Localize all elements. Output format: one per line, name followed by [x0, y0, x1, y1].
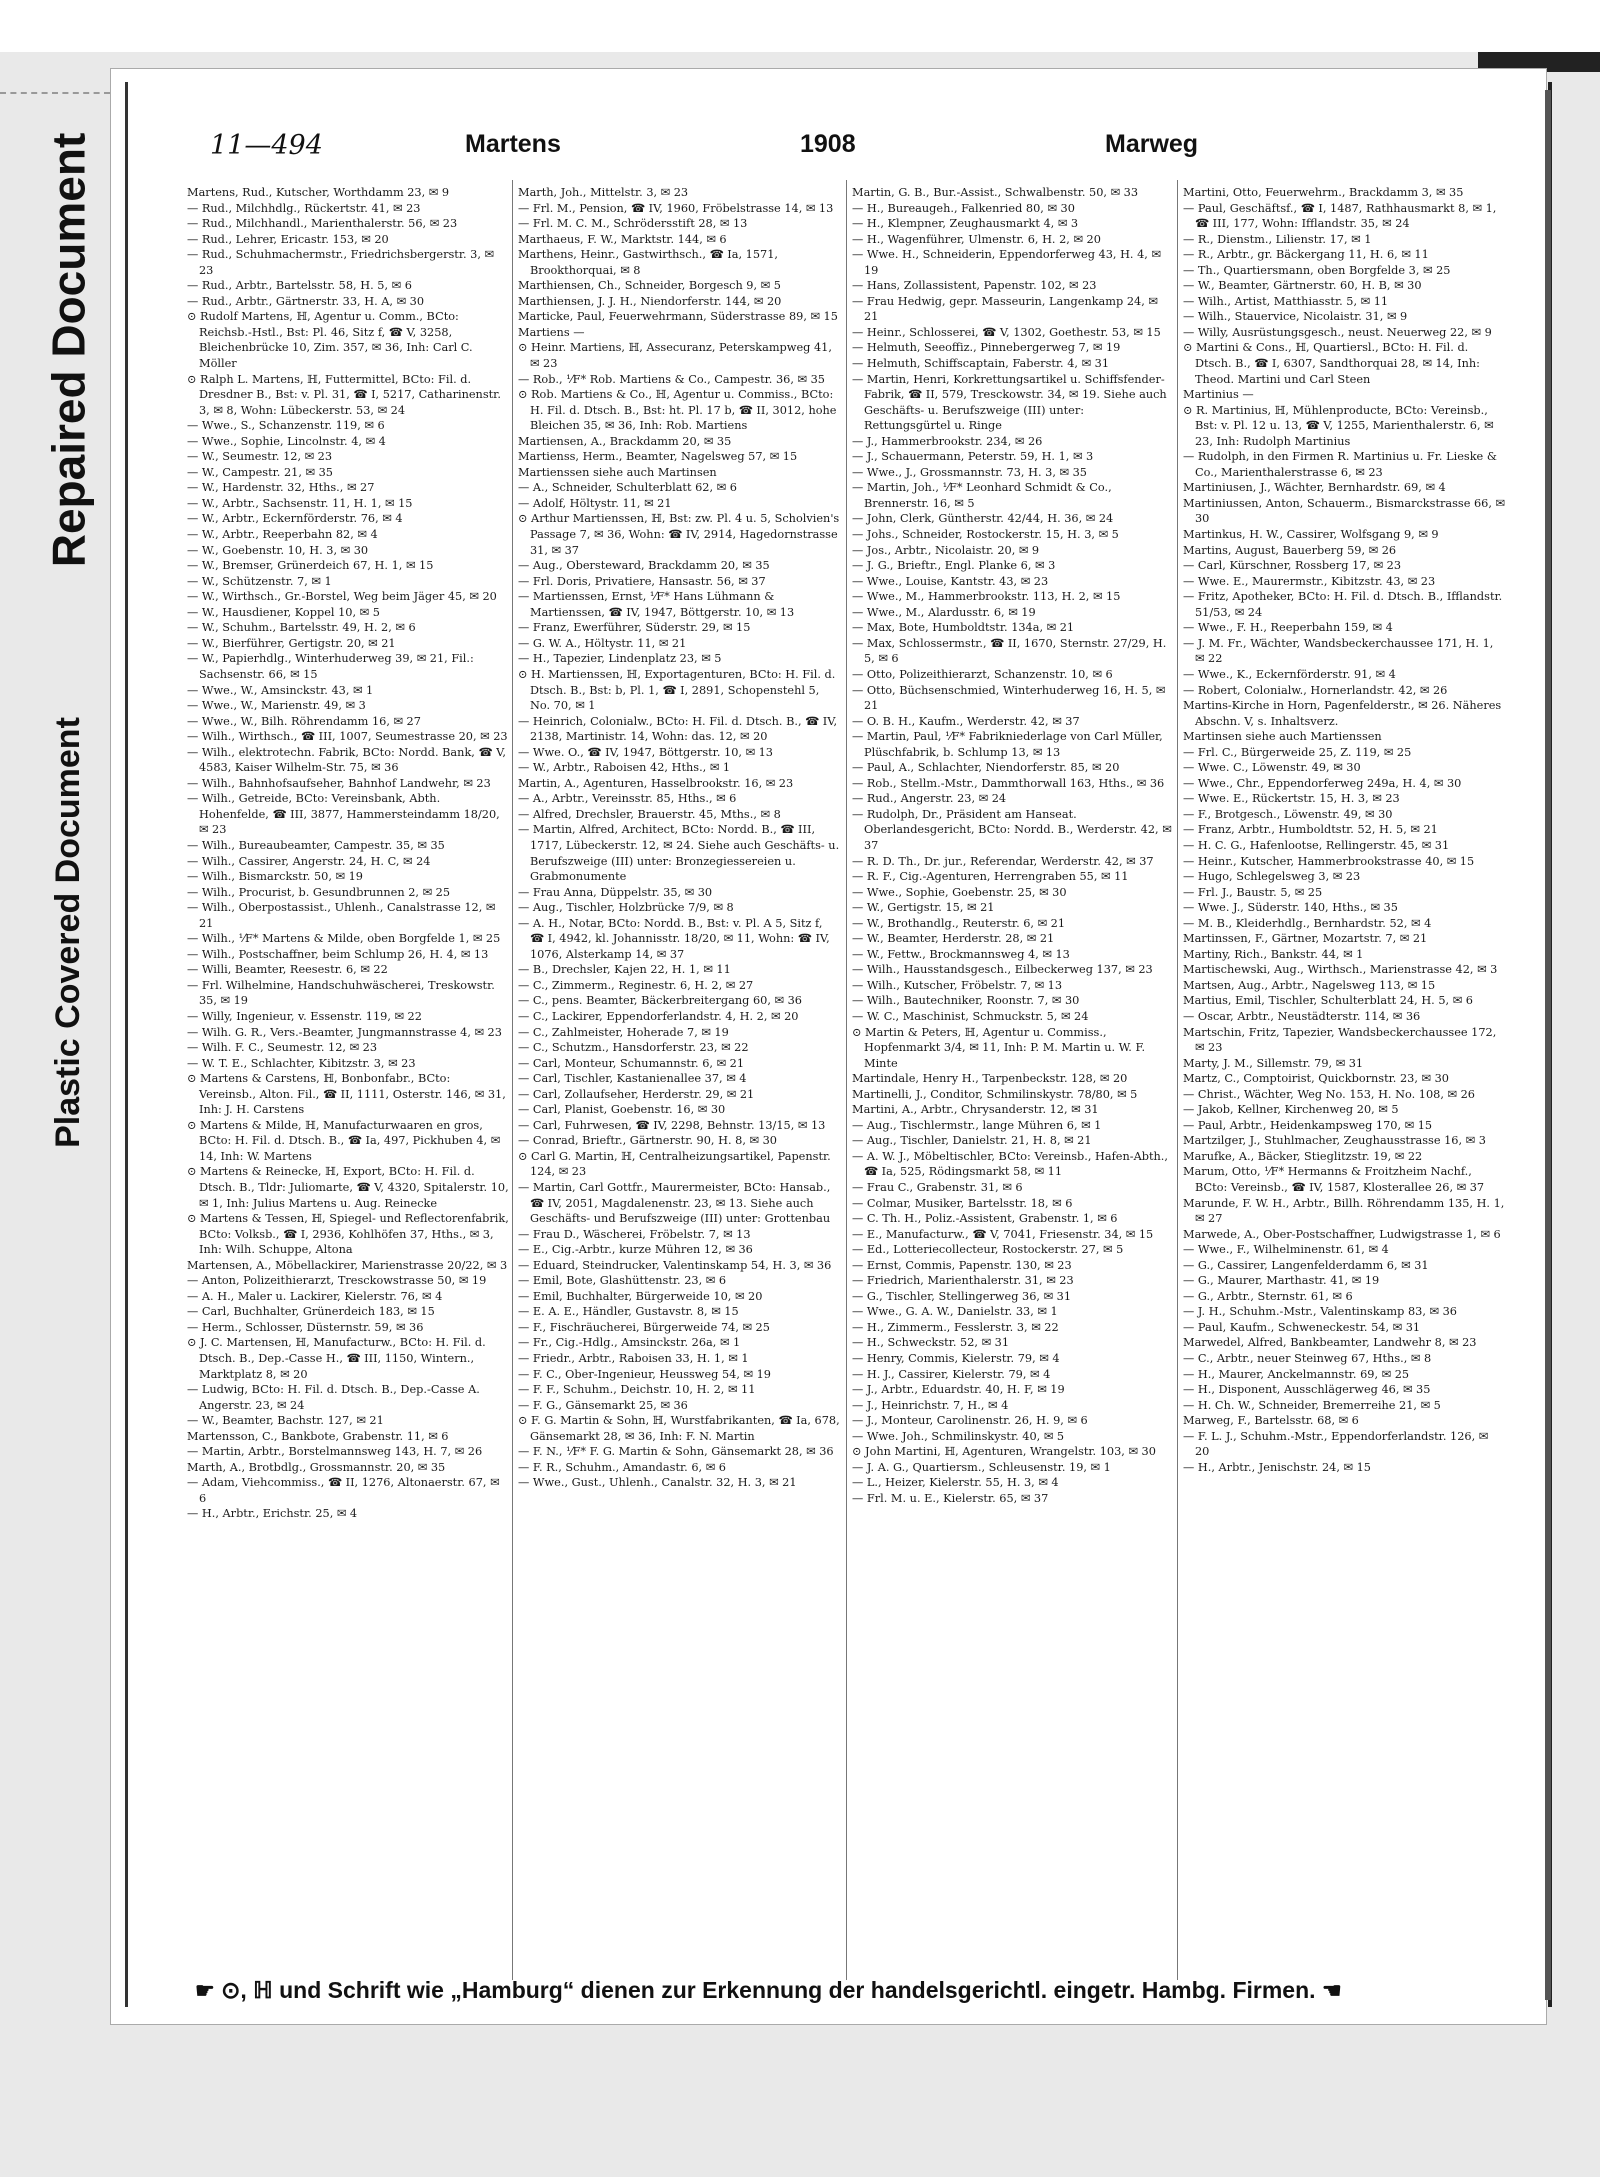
directory-entry: — W., Arbtr., Reeperbahn 82, ✉ 4: [187, 528, 378, 542]
directory-entry: — Eduard, Steindrucker, Valentinskamp 54, H. 3, ✉ 36: [518, 1258, 832, 1272]
directory-entry: — W., Brothandlg., Reuterstr. 6, ✉ 21: [852, 916, 1066, 930]
directory-entry: — W., Bremser, Grünerdeich 67, H. 1, ✉ 15: [187, 559, 434, 573]
directory-entry: — H., Arbtr., Jenischstr. 24, ✉ 15: [1183, 1460, 1371, 1474]
top-margin: [0, 0, 1600, 52]
directory-entry: — H., Disponent, Ausschlägerweg 46, ✉ 35: [1183, 1383, 1431, 1397]
directory-entry: — W., Beamter, Gärtnerstr. 60, H. B, ✉ 30: [1183, 279, 1422, 293]
directory-entry: Martinssen, F., Gärtner, Mozartstr. 7, ✉ 21: [1183, 932, 1428, 946]
column-divider: [1177, 180, 1178, 1980]
directory-entry: — W., Bierführer, Gertigstr. 20, ✉ 21: [187, 636, 396, 650]
directory-entry: — Martin, Henri, Korkrettungsartikel u. Schiffsfender-Fabrik, ☎ II, 579, Tresckowstr. 34, ✉ 19. Siehe auch Geschäfts- u. Berufszweige (III) unter: Rettungsgürtel u. Ringe: [852, 372, 1167, 433]
directory-entry: — Franz, Arbtr., Humboldtstr. 52, H. 5, ✉ 21: [1183, 823, 1438, 837]
directory-entry: — R., Arbtr., gr. Bäckergang 11, H. 6, ✉ 11: [1183, 248, 1429, 262]
directory-entry: — Rud., Lehrer, Ericastr. 153, ✉ 20: [187, 232, 389, 246]
directory-entry: Marthiensen, Ch., Schneider, Borgesch 9, ✉ 5: [518, 279, 781, 293]
directory-entry: ⊙ F. G. Martin & Sohn, ℍ, Wurstfabrikanten, ☎ Ia, 678, Gänsemarkt 28, ✉ 36, Inh: F. N. Martin: [518, 1414, 840, 1443]
directory-entry: — L., Heizer, Kielerstr. 55, H. 3, ✉ 4: [852, 1476, 1059, 1490]
side-label-repaired: Repaired Document: [42, 132, 94, 568]
directory-entry: — Rob., Stellm.-Mstr., Dammthorwall 163, Hths., ✉ 36: [852, 776, 1165, 790]
directory-entry: Martsen, Aug., Arbtr., Nagelsweg 113, ✉ 15: [1183, 978, 1436, 992]
directory-entry: — W., Schuhm., Bartelsstr. 49, H. 2, ✉ 6: [187, 621, 416, 635]
directory-entry: — Frl. M., Pension, ☎ IV, 1960, Fröbelstrasse 14, ✉ 13: [518, 201, 834, 215]
directory-entry: — W., Beamter, Bachstr. 127, ✉ 21: [187, 1414, 384, 1428]
directory-entry: — E. A. E., Händler, Gustavstr. 8, ✉ 15: [518, 1305, 739, 1319]
directory-entry: — Frl. M. u. E., Kielerstr. 65, ✉ 37: [852, 1491, 1049, 1505]
directory-entry: ⊙ Martens & Milde, ℍ, Manufacturwaaren en gros, BCto: H. Fil. d. Dtsch. B., ☎ Ia, 497, Pickhuben 4, ✉ 14, Inh: W. Martens: [187, 1118, 501, 1163]
header-right-name: Marweg: [1105, 130, 1199, 158]
directory-entry: Martiensen, A., Brackdamm 20, ✉ 35: [518, 434, 732, 448]
directory-entry: — C., Lackirer, Eppendorferlandstr. 4, H. 2, ✉ 20: [518, 1009, 799, 1023]
directory-entry: — Oscar, Arbtr., Neustädterstr. 114, ✉ 36: [1183, 1009, 1421, 1023]
directory-entry: — Wwe. Joh., Schmilinskystr. 40, ✉ 5: [852, 1429, 1065, 1443]
header-left-name: Martens: [465, 130, 561, 158]
directory-entry: — Wwe., Sophie, Goebenstr. 25, ✉ 30: [852, 885, 1067, 899]
directory-entry: — Aug., Obersteward, Brackdamm 20, ✉ 35: [518, 559, 770, 573]
directory-entry: — Carl, Buchhalter, Grünerdeich 183, ✉ 15: [187, 1305, 435, 1319]
directory-entry: — W., Hardenstr. 32, Hths., ✉ 27: [187, 481, 375, 495]
directory-entry: — H. J., Cassirer, Kielerstr. 79, ✉ 4: [852, 1367, 1051, 1381]
directory-entry: — Frau Anna, Düppelstr. 35, ✉ 30: [518, 885, 713, 899]
directory-entry: ⊙ Martens & Tessen, ℍ, Spiegel- und Reflectorenfabrik, BCto: Volksb., ☎ I, 2936, Kohlhöfen 37, Hths., ✉ 3, Inh: Wilh. Schuppe, Altona: [187, 1212, 509, 1257]
directory-entry: Martschin, Fritz, Tapezier, Wandsbeckerchaussee 172, ✉ 23: [1183, 1025, 1497, 1055]
directory-entry: — Paul, Geschäftsf., ☎ I, 1487, Rathhausmarkt 8, ✉ 1, ☎ III, 177, Wohn: Ifflandstr. 35, ✉ 24: [1183, 201, 1497, 231]
directory-entry: — W., Wirthsch., Gr.-Borstel, Weg beim Jäger 45, ✉ 20: [187, 590, 497, 604]
directory-entry: — B., Drechsler, Kajen 22, H. 1, ✉ 11: [518, 963, 731, 977]
directory-entry: — C., Schutzm., Hansdorferstr. 23, ✉ 22: [518, 1041, 749, 1055]
directory-entry: — Wilh., Cassirer, Angerstr. 24, H. C, ✉ 24: [187, 854, 431, 868]
page-number: 11—494: [210, 130, 323, 161]
directory-entry: — Fritz, Apotheker, BCto: H. Fil. d. Dtsch. B., Ifflandstr. 51/53, ✉ 24: [1183, 590, 1503, 619]
directory-entry: — Wwe. H., Schneiderin, Eppendorferweg 43, H. 4, ✉ 19: [852, 248, 1161, 277]
directory-entry: — H., Maurer, Anckelmannstr. 69, ✉ 25: [1183, 1367, 1410, 1381]
directory-entry: — G., Tischler, Stellingerweg 36, ✉ 31: [852, 1289, 1072, 1303]
directory-entry: ⊙ Martin & Peters, ℍ, Agentur u. Commiss., Hopfenmarkt 3/4, ✉ 11, Inh: P. M. Martin u. W. F. Minte: [852, 1025, 1146, 1070]
directory-entry: — Friedrich, Marienthalerstr. 31, ✉ 23: [852, 1274, 1074, 1288]
directory-entry: — Wilh., Oberpostassist., Uhlenh., Canalstrasse 12, ✉ 21: [187, 901, 496, 930]
directory-entry: — Martin, Alfred, Architect, BCto: Nordd. B., ☎ III, 1717, Lübeckerstr. 12, ✉ 24. Siehe auch Geschäfts- u. Berufszweige (III) unter: Bronzegiessereien u. Grabmonumente: [518, 823, 840, 884]
directory-entry: — Otto, Polizeithierarzt, Schanzenstr. 10, ✉ 6: [852, 667, 1113, 681]
directory-entry: — Aug., Tischler, Holzbrücke 7/9, ✉ 8: [518, 901, 734, 915]
directory-entry: Martins, August, Bauerberg 59, ✉ 26: [1183, 543, 1397, 557]
directory-entry: — Aug., Tischler, Danielstr. 21, H. 8, ✉ 21: [852, 1134, 1092, 1148]
directory-entry: — Martin, Paul, ⅟F* Fabrikniederlage von Carl Müller, Plüschfabrik, b. Schlump 13, ✉ 13: [852, 730, 1163, 759]
directory-entry: — H., Arbtr., Erichstr. 25, ✉ 4: [187, 1507, 358, 1521]
directory-entry: Marty, J. M., Sillemstr. 79, ✉ 31: [1183, 1056, 1364, 1070]
directory-entry: — W., Seumestr. 12, ✉ 23: [187, 450, 333, 464]
directory-entry: Martzilger, J., Stuhlmacher, Zeughausstrasse 16, ✉ 3: [1183, 1134, 1486, 1148]
directory-column-2: [518, 185, 840, 1975]
directory-entry: — Ernst, Commis, Papenstr. 130, ✉ 23: [852, 1258, 1072, 1272]
column-divider: [846, 180, 847, 1980]
directory-entry: — Wilh., elektrotechn. Fabrik, BCto: Nordd. Bank, ☎ V, 4583, Kaiser Wilhelm-Str. 75, ✉ 36: [187, 745, 506, 775]
directory-entry: Martienss, Herm., Beamter, Nagelsweg 57, ✉ 15: [518, 450, 798, 464]
directory-entry: — Wwe., W., Bilh. Röhrendamm 16, ✉ 27: [187, 714, 421, 728]
directory-entry: — Friedr., Arbtr., Raboisen 33, H. 1, ✉ 1: [518, 1352, 749, 1366]
directory-entry: — Wwe. E., Rückertstr. 15, H. 3, ✉ 23: [1183, 792, 1400, 806]
directory-entry: — Willi, Beamter, Reesestr. 6, ✉ 22: [187, 963, 388, 977]
directory-entry: — M. B., Kleiderhdlg., Bernhardstr. 52, ✉ 4: [1183, 916, 1432, 930]
directory-entry: Marthens, Heinr., Gastwirthsch., ☎ Ia, 1571, Brookthorquai, ✉ 8: [518, 248, 778, 277]
directory-entry: Martienssen siehe auch Martinsen: [518, 465, 717, 479]
directory-entry: — Frl. M. C. M., Schrödersstift 28, ✉ 13: [518, 217, 748, 231]
footer-note: [195, 1976, 1475, 2010]
directory-entry: — Wilh., Hausstandsgesch., Eilbeckerweg 137, ✉ 23: [852, 963, 1153, 977]
directory-entry: ⊙ J. C. Martensen, ℍ, Manufacturw., BCto: H. Fil. d. Dtsch. B., Dep.-Casse H., ☎ III, 1150, Wintern., Marktplatz 8, ✉ 20: [187, 1336, 486, 1381]
directory-entry: — Henry, Commis, Kielerstr. 79, ✉ 4: [852, 1352, 1060, 1366]
directory-entry: — Colmar, Musiker, Bartelsstr. 18, ✉ 6: [852, 1196, 1073, 1210]
directory-entry: — F. L. J., Schuhm.-Mstr., Eppendorferlandstr. 126, ✉ 20: [1183, 1429, 1489, 1459]
directory-entry: — R., Dienstm., Lilienstr. 17, ✉ 1: [1183, 232, 1372, 246]
directory-column-1: [187, 185, 509, 1975]
directory-entry: — W., Fettw., Brockmannsweg 4, ✉ 13: [852, 947, 1070, 961]
directory-entry: — W., Papierhdlg., Winterhuderweg 39, ✉ 21, Fil.: Sachsenstr. 66, ✉ 15: [187, 652, 474, 681]
directory-entry: — E., Manufacturw., ☎ V, 7041, Friesenstr. 34, ✉ 15: [852, 1227, 1154, 1241]
directory-entry: Martensson, C., Bankbote, Grabenstr. 11, ✉ 6: [187, 1429, 449, 1443]
directory-entry: ⊙ Ralph L. Martens, ℍ, Futtermittel, BCto: Fil. d. Dresdner B., Bst: v. Pl. 31, ☎ I, 5217, Catharinenstr. 3, ✉ 8, Wohn: Lübeckerstr. 53, ✉ 24: [187, 372, 501, 417]
directory-entry: — John, Clerk, Güntherstr. 42/44, H. 36, ✉ 24: [852, 512, 1114, 526]
directory-entry: Martiniussen, Anton, Schauerm., Bismarckstrasse 66, ✉ 30: [1183, 496, 1505, 526]
directory-entry: — F. R., Schuhm., Amandastr. 6, ✉ 6: [518, 1460, 726, 1474]
directory-entry: — Rudolph, Dr., Präsident am Hanseat. Oberlandesgericht, BCto: Nordd. B., Werderstr. 42, ✉ 37: [852, 807, 1172, 852]
side-label-plastic: Plastic Covered Document: [48, 717, 87, 1148]
directory-entry: ⊙ Arthur Martienssen, ℍ, Bst: zw. Pl. 4 u. 5, Scholvien's Passage 7, ✉ 36, Wohn: ☎ IV, 2914, Hagedornstrasse 31, ✉ 37: [518, 512, 840, 557]
directory-entry: — H. C. G., Hafenlootse, Rellingerstr. 45, ✉ 31: [1183, 838, 1450, 852]
directory-entry: — Wilh., Wirthsch., ☎ III, 1007, Seumestrasse 20, ✉ 23: [187, 730, 508, 744]
directory-entry: — Wilh., Bautechniker, Roonstr. 7, ✉ 30: [852, 994, 1080, 1008]
directory-entry: — C., pens. Beamter, Bäckerbreitergang 60, ✉ 36: [518, 994, 802, 1008]
directory-entry: — C., Zahlmeister, Hoherade 7, ✉ 19: [518, 1025, 729, 1039]
directory-entry: Martiny, Rich., Bankstr. 44, ✉ 1: [1183, 947, 1364, 961]
directory-entry: — G., Cassirer, Langenfelderdamm 6, ✉ 31: [1183, 1258, 1429, 1272]
directory-entry: — Emil, Bote, Glashüttenstr. 23, ✉ 6: [518, 1274, 727, 1288]
directory-entry: — C., Arbtr., neuer Steinweg 67, Hths., ✉ 8: [1183, 1352, 1432, 1366]
directory-entry: — Rud., Arbtr., Bartelsstr. 58, H. 5, ✉ 6: [187, 279, 412, 293]
directory-entry: Martin, G. B., Bur.-Assist., Schwalbenstr. 50, ✉ 33: [852, 186, 1139, 199]
directory-entry: — W., Arbtr., Sachsenstr. 11, H. 1, ✉ 15: [187, 496, 413, 510]
directory-entry: — J., Arbtr., Eduardstr. 40, H. F, ✉ 19: [852, 1383, 1065, 1397]
directory-entry: — Wilh., Bureaubeamter, Campestr. 35, ✉ 35: [187, 838, 445, 852]
pointing-hand-icon: ☚: [1321, 1977, 1342, 2003]
directory-entry: — Wilh., Artist, Matthiasstr. 5, ✉ 11: [1183, 294, 1389, 308]
directory-entry: Martins-Kirche in Horn, Pagenfelderstr., ✉ 26. Näheres Abschn. V, s. Inhaltsverz.: [1183, 699, 1502, 728]
directory-entry: — W., Schützenstr. 7, ✉ 1: [187, 574, 332, 588]
directory-entry: Marticke, Paul, Feuerwehrmann, Süderstrasse 89, ✉ 15: [518, 310, 838, 324]
directory-entry: — Willy, Ingenieur, v. Essenstr. 119, ✉ 22: [187, 1009, 422, 1023]
directory-entry: — Helmuth, Seeoffiz., Pinnebergerweg 7, ✉ 19: [852, 341, 1121, 355]
directory-entry: — W., Arbtr., Eckernförderstr. 76, ✉ 4: [187, 512, 403, 526]
directory-entry: — Paul, Kaufm., Schweneckestr. 54, ✉ 31: [1183, 1320, 1421, 1334]
directory-entry: — Anton, Polizeithierarzt, Tresckowstrasse 50, ✉ 19: [187, 1274, 487, 1288]
directory-entry: — Wwe., F. H., Reeperbahn 159, ✉ 4: [1183, 621, 1393, 635]
directory-entry: — Rud., Milchhdlg., Rückertstr. 41, ✉ 23: [187, 201, 421, 215]
directory-entry: — Paul, Arbtr., Heidenkampsweg 170, ✉ 15: [1183, 1118, 1433, 1132]
directory-entry: — H., Wagenführer, Ulmenstr. 6, H. 2, ✉ 20: [852, 232, 1101, 246]
directory-entry: — Rud., Arbtr., Gärtnerstr. 33, H. A, ✉ 30: [187, 294, 425, 308]
directory-entry: — W., Campestr. 21, ✉ 35: [187, 465, 333, 479]
directory-entry: — Aug., Tischlermstr., lange Mühren 6, ✉ 1: [852, 1118, 1102, 1132]
directory-entry: Martiniusen, J., Wächter, Bernhardstr. 69, ✉ 4: [1183, 481, 1446, 495]
directory-entry: — Jos., Arbtr., Nicolaistr. 20, ✉ 9: [852, 543, 1040, 557]
directory-entry: Marwede, A., Ober-Postschaffner, Ludwigstrasse 1, ✉ 6: [1183, 1227, 1501, 1241]
directory-entry: — Heinr., Schlosserei, ☎ V, 1302, Goethestr. 53, ✉ 15: [852, 325, 1161, 339]
directory-entry: — Carl, Fuhrwesen, ☎ IV, 2298, Behnstr. 13/15, ✉ 13: [518, 1118, 826, 1132]
directory-entry: — F., Brotgesch., Löwenstr. 49, ✉ 30: [1183, 807, 1393, 821]
directory-entry: — Wwe. O., ☎ IV, 1947, Böttgerstr. 10, ✉ 13: [518, 745, 773, 759]
directory-entry: — Wilh., Stauervice, Nicolaistr. 31, ✉ 9: [1183, 310, 1408, 324]
directory-entry: — Hugo, Schlegelsweg 3, ✉ 23: [1183, 870, 1361, 884]
pointing-hand-icon: ☛: [195, 1977, 215, 2003]
directory-entry: — Frau C., Grabenstr. 31, ✉ 6: [852, 1181, 1023, 1194]
directory-entry: — Wwe., S., Schanzenstr. 119, ✉ 6: [187, 419, 385, 433]
directory-entry: — Rud., Angerstr. 23, ✉ 24: [852, 792, 1007, 806]
column-divider: [512, 180, 513, 1980]
directory-entry: ⊙ Martens & Reinecke, ℍ, Export, BCto: H. Fil. d. Dtsch. B., Tldr: Juliomarte, ☎ V, 4320, Spitalerstr. 10, ✉ 1, Inh: Julius Martens u. Aug. Reinecke: [187, 1165, 509, 1210]
directory-entry: — Wwe., W., Marienstr. 49, ✉ 3: [187, 699, 366, 713]
directory-entry: — Wwe., J., Grossmannstr. 73, H. 3, ✉ 35: [852, 465, 1087, 479]
directory-entry: — Wwe., M., Hammerbrookstr. 113, H. 2, ✉ 15: [852, 590, 1121, 604]
directory-entry: — Wilh., Getreide, BCto: Vereinsbank, Abth. Hohenfelde, ☎ III, 3877, Hammersteindamm 18/20, ✉ 23: [187, 792, 500, 837]
directory-entry: Marufke, A., Bäcker, Stieglitzstr. 19, ✉ 22: [1183, 1149, 1423, 1163]
directory-entry: Martinelli, J., Conditor, Schmilinskystr. 78/80, ✉ 5: [852, 1087, 1138, 1101]
directory-entry: — Wilh. F. C., Seumestr. 12, ✉ 23: [187, 1041, 378, 1055]
directory-entry: — Wilh., Kutscher, Fröbelstr. 7, ✉ 13: [852, 978, 1063, 992]
directory-entry: — Frl. Doris, Privatiere, Hansastr. 56, ✉ 37: [518, 574, 766, 588]
footer-text: ⊙, ℍ und Schrift wie „Hamburg“ dienen zur Erkennung der handelsgerichtl. eingetr. Hambg. Firmen.: [221, 1977, 1316, 2004]
directory-entry: — Frl. J., Baustr. 5, ✉ 25: [1183, 885, 1323, 899]
directory-entry: — W., Beamter, Herderstr. 28, ✉ 21: [852, 932, 1055, 946]
directory-entry: — Wilh. G. R., Vers.-Beamter, Jungmannstrasse 4, ✉ 23: [187, 1025, 502, 1039]
directory-entry: — Adolf, Höltystr. 11, ✉ 21: [518, 496, 672, 510]
directory-entry: — O. B. H., Kaufm., Werderstr. 42, ✉ 37: [852, 714, 1080, 728]
directory-entry: — C., Zimmerm., Reginestr. 6, H. 2, ✉ 27: [518, 978, 754, 992]
directory-entry: — F. N., ⅟F* F. G. Martin & Sohn, Gänsemarkt 28, ✉ 36: [518, 1445, 834, 1459]
directory-entry: — Carl, Kürschner, Rossberg 17, ✉ 23: [1183, 559, 1402, 573]
directory-entry: — G., Maurer, Marthastr. 41, ✉ 19: [1183, 1274, 1380, 1288]
directory-entry: — A., Schneider, Schulterblatt 62, ✉ 6: [518, 481, 737, 495]
directory-entry: Martius, Emil, Tischler, Schulterblatt 24, H. 5, ✉ 6: [1183, 994, 1473, 1008]
directory-entry: — Carl, Zollaufseher, Herderstr. 29, ✉ 21: [518, 1087, 755, 1101]
directory-entry: — F., Fischräucherei, Bürgerweide 74, ✉ 25: [518, 1320, 770, 1334]
directory-entry: — Martienssen, Ernst, ⅟F* Hans Lühmann & Martienssen, ☎ IV, 1947, Böttgerstr. 10, ✉ 13: [518, 590, 795, 619]
directory-entry: — Wwe., Louise, Kantstr. 43, ✉ 23: [852, 574, 1049, 588]
directory-entry: ⊙ Rob. Martiens & Co., ℍ, Agentur u. Commiss., BCto: H. Fil. d. Dtsch. B., Bst: ht. Pl. 17 b, ☎ II, 3012, hohe Bleichen 35, ✉ 36, Inh: Rob. Martiens: [518, 388, 837, 433]
directory-entry: ⊙ Martini & Cons., ℍ, Quartiersl., BCto: H. Fil. d. Dtsch. B., ☎ I, 6307, Sandthorquai 28, ✉ 14, Inh: Theod. Martini und Carl Steen: [1183, 341, 1480, 386]
directory-entry: Martinkus, H. W., Cassirer, Wolfsgang 9, ✉ 9: [1183, 528, 1439, 542]
directory-entry: — C. Th. H., Poliz.-Assistent, Grabenstr. 1, ✉ 6: [852, 1212, 1118, 1226]
directory-entry: Marth, A., Brotbdlg., Grossmannstr. 20, ✉ 35: [187, 1460, 446, 1474]
directory-entry: — F. G., Gänsemarkt 25, ✉ 36: [518, 1398, 688, 1412]
directory-entry: — Wwe., W., Amsinckstr. 43, ✉ 1: [187, 683, 374, 697]
directory-entry: ⊙ Heinr. Martiens, ℍ, Assecuranz, Peterskampweg 41, ✉ 23: [518, 341, 832, 371]
directory-entry: — A. H., Notar, BCto: Nordd. B., Bst: v. Pl. A 5, Sitz f, ☎ I, 4942, kl. Johannisstr. 18/20, ✉ 11, Wohn: ☎ IV, 1076, Alsterkamp 14, ✉ 37: [518, 916, 830, 961]
directory-entry: Marthiensen, J. J. H., Niendorferstr. 144, ✉ 20: [518, 294, 782, 308]
directory-entry: — Rob., ⅟F* Rob. Martiens & Co., Campestr. 36, ✉ 35: [518, 372, 825, 386]
directory-entry: — Max, Bote, Humboldtstr. 134a, ✉ 21: [852, 621, 1075, 635]
directory-entry: Marth, Joh., Mittelstr. 3, ✉ 23: [518, 186, 689, 199]
directory-entry: — J. M. Fr., Wächter, Wandsbeckerchaussee 171, H. 1, ✉ 22: [1183, 636, 1494, 666]
directory-entry: — Wwe., Chr., Eppendorferweg 249a, H. 4, ✉ 30: [1183, 776, 1462, 790]
directory-entry: — Rudolph, in den Firmen R. Martinius u. Fr. Lieske & Co., Marienthalerstrasse 6, ✉ 23: [1183, 450, 1497, 479]
directory-entry: — Martin, Arbtr., Borstelmannsweg 143, H. 7, ✉ 26: [187, 1445, 483, 1459]
directory-entry: — Herm., Schlosser, Düsternstr. 59, ✉ 36: [187, 1320, 424, 1334]
directory-entry: — W. T. E., Schlachter, Kibitzstr. 3, ✉ 23: [187, 1056, 416, 1070]
directory-entry: ⊙ Rudolf Martens, ℍ, Agentur u. Comm., BCto: Reichsb.-Hstl., Bst: Pl. 46, Sitz f, ☎ V, 3258, Bleichenbrücke 10, Zim. 357, ✉ 36, Inh: Carl C. Möller: [187, 310, 473, 371]
directory-entry: — A. W. J., Möbeltischler, BCto: Vereinsb., Hafen-Abth., ☎ Ia, 525, Rödingsmarkt 58, ✉ 11: [852, 1149, 1168, 1179]
directory-entry: — G., Arbtr., Sternstr. 61, ✉ 6: [1183, 1289, 1353, 1303]
directory-entry: Martindale, Henry H., Tarpenbeckstr. 128, ✉ 20: [852, 1072, 1128, 1086]
directory-entry: — W., Arbtr., Raboisen 42, Hths., ✉ 1: [518, 761, 731, 775]
directory-entry: — Wilh., ⅟F* Martens & Milde, oben Borgfelde 1, ✉ 25: [187, 932, 501, 946]
directory-entry: — Ludwig, BCto: H. Fil. d. Dtsch. B., Dep.-Casse A. Angerstr. 23, ✉ 24: [187, 1383, 480, 1412]
directory-column-4: [1183, 185, 1505, 1975]
directory-entry: — Wwe., Gust., Uhlenh., Canalstr. 32, H. 3, ✉ 21: [518, 1476, 797, 1490]
directory-entry: — H., Klempner, Zeughausmarkt 4, ✉ 3: [852, 217, 1079, 231]
directory-entry: — J., Schauermann, Peterstr. 59, H. 1, ✉ 3: [852, 450, 1094, 464]
directory-entry: — E., Cig.-Arbtr., kurze Mühren 12, ✉ 36: [518, 1243, 753, 1257]
directory-entry: — R. F., Cig.-Agenturen, Herrengraben 55, ✉ 11: [852, 870, 1129, 884]
directory-entry: — Ed., Lotteriecollecteur, Rostockerstr. 27, ✉ 5: [852, 1243, 1124, 1257]
header-year: 1908: [800, 130, 856, 158]
directory-entry: — Adam, Viehcommiss., ☎ II, 1276, Altonaerstr. 67, ✉ 6: [187, 1476, 500, 1505]
directory-entry: — J., Monteur, Carolinenstr. 26, H. 9, ✉ 6: [852, 1414, 1088, 1428]
directory-entry: — Franz, Ewerführer, Süderstr. 29, ✉ 15: [518, 621, 751, 635]
directory-entry: — R. D. Th., Dr. jur., Referendar, Werderstr. 42, ✉ 37: [852, 854, 1154, 868]
directory-entry: — Rud., Schuhmachermstr., Friedrichsbergerstr. 3, ✉ 23: [187, 248, 495, 277]
directory-entry: ⊙ Martens & Carstens, ℍ, Bonbonfabr., BCto: Vereinsb., Alton. Fil., ☎ II, 1111, Osterstr. 146, ✉ 31, Inh: J. H. Carstens: [187, 1072, 506, 1117]
directory-entry: Martini, Otto, Feuerwehrm., Brackdamm 3, ✉ 35: [1183, 186, 1464, 199]
directory-entry: — Johs., Schneider, Rostockerstr. 15, H. 3, ✉ 5: [852, 528, 1119, 542]
directory-entry: Marum, Otto, ⅟F* Hermanns & Froitzheim Nachf., BCto: Vereinsb., ☎ IV, 1587, Klosterallee 26, ✉ 37: [1183, 1165, 1485, 1194]
directory-entry: — A. H., Maler u. Lackirer, Kielerstr. 76, ✉ 4: [187, 1289, 443, 1303]
directory-column-3: [852, 185, 1174, 1975]
directory-entry: — Wwe., Sophie, Lincolnstr. 4, ✉ 4: [187, 434, 386, 448]
directory-entry: — Wwe. J., Süderstr. 140, Hths., ✉ 35: [1183, 901, 1398, 915]
directory-entry: — Paul, A., Schlachter, Niendorferstr. 85, ✉ 20: [852, 761, 1120, 775]
directory-entry: — A., Arbtr., Vereinsstr. 85, Hths., ✉ 6: [518, 792, 737, 806]
directory-entry: — J. H., Schuhm.-Mstr., Valentinskamp 83, ✉ 36: [1183, 1305, 1457, 1319]
directory-entry: — Christ., Wächter, Weg No. 153, H. No. 108, ✉ 26: [1183, 1087, 1475, 1101]
directory-entry: Marwedel, Alfred, Bankbeamter, Landwehr 8, ✉ 23: [1183, 1336, 1477, 1350]
directory-entry: Martiens —: [518, 325, 585, 339]
directory-entry: — Conrad, Brieftr., Gärtnerstr. 90, H. 8, ✉ 30: [518, 1134, 777, 1148]
directory-entry: — H., Tapezier, Lindenplatz 23, ✉ 5: [518, 652, 722, 666]
directory-entry: — Carl, Tischler, Kastanienallee 37, ✉ 4: [518, 1072, 747, 1086]
directory-entry: — Willy, Ausrüstungsgesch., neust. Neuerweg 22, ✉ 9: [1183, 325, 1492, 339]
directory-entry: — Frau D., Wäscherei, Fröbelstr. 7, ✉ 13: [518, 1227, 751, 1241]
directory-entry: — Emil, Buchhalter, Bürgerweide 10, ✉ 20: [518, 1289, 763, 1303]
directory-entry: — Max, Schlossermstr., ☎ II, 1670, Sternstr. 27/29, H. 5, ✉ 6: [852, 636, 1167, 666]
directory-entry: — Wwe., M., Alardusstr. 6, ✉ 19: [852, 605, 1036, 619]
directory-entry: Martini, A., Arbtr., Chrysanderstr. 12, ✉ 31: [852, 1103, 1099, 1117]
directory-entry: ⊙ R. Martinius, ℍ, Mühlenproducte, BCto: Vereinsb., Bst: v. Pl. 12 u. 13, ☎ V, 1255, Marienthalerstr. 6, ✉ 23, Inh: Rudolph Martinius: [1183, 403, 1494, 448]
directory-entry: — Robert, Colonialw., Hornerlandstr. 42, ✉ 26: [1183, 683, 1448, 697]
directory-entry: — H., Schweckstr. 52, ✉ 31: [852, 1336, 1010, 1350]
directory-entry: Martinius —: [1183, 388, 1254, 402]
directory-entry: — Heinr., Kutscher, Hammerbrookstrasse 40, ✉ 15: [1183, 854, 1475, 868]
directory-entry: — Wilh., Bahnhofsaufseher, Bahnhof Landwehr, ✉ 23: [187, 776, 491, 790]
directory-entry: — Wilh., Postschaffner, beim Schlump 26, H. 4, ✉ 13: [187, 947, 489, 961]
directory-entry: — Otto, Büchsenschmied, Winterhuderweg 16, H. 5, ✉ 21: [852, 683, 1166, 713]
directory-entry: — Wwe. C., Löwenstr. 49, ✉ 30: [1183, 761, 1361, 775]
directory-entry: — H., Zimmerm., Fesslerstr. 3, ✉ 22: [852, 1320, 1059, 1334]
directory-entry: — W., Hausdiener, Koppel 10, ✉ 5: [187, 605, 380, 619]
directory-entry: — Frl. C., Bürgerweide 25, Z. 119, ✉ 25: [1183, 745, 1412, 759]
directory-entry: — F. C., Ober-Ingenieur, Heussweg 54, ✉ 19: [518, 1367, 771, 1381]
directory-entry: — Wwe. E., Maurermstr., Kibitzstr. 43, ✉ 23: [1183, 574, 1436, 588]
directory-entry: — Helmuth, Schiffscaptain, Faberstr. 4, ✉ 31: [852, 357, 1110, 371]
directory-entry: — Th., Quartiersmann, oben Borgfelde 3, ✉ 25: [1183, 263, 1451, 277]
directory-entry: Marweg, F., Bartelsstr. 68, ✉ 6: [1183, 1414, 1359, 1428]
directory-entry: — Hans, Zollassistent, Papenstr. 102, ✉ 23: [852, 279, 1097, 293]
directory-entry: — Jakob, Kellner, Kirchenweg 20, ✉ 5: [1183, 1103, 1399, 1117]
directory-entry: — J., Heinrichstr. 7, H., ✉ 4: [852, 1398, 1009, 1412]
directory-entry: — J. A. G., Quartiersm., Schleusenstr. 19, ✉ 1: [852, 1460, 1111, 1474]
directory-entry: — W. C., Maschinist, Schmuckstr. 5, ✉ 24: [852, 1009, 1089, 1023]
directory-entry: Martin, A., Agenturen, Hasselbrookstr. 16, ✉ 23: [518, 776, 794, 790]
directory-entry: — Wwe., F., Wilhelminenstr. 61, ✉ 4: [1183, 1243, 1389, 1257]
directory-entry: Marunde, F. W. H., Arbtr., Billh. Röhrendamm 135, H. 1, ✉ 27: [1183, 1196, 1505, 1226]
directory-entry: — Frl. Wilhelmine, Handschuhwäscherei, Treskowstr. 35, ✉ 19: [187, 978, 495, 1008]
directory-entry: — J., Hammerbrookstr. 234, ✉ 26: [852, 434, 1043, 448]
directory-entry: — Heinrich, Colonialw., BCto: H. Fil. d. Dtsch. B., ☎ IV, 2138, Martinistr. 14, Wohn: das. 12, ✉ 20: [518, 714, 838, 744]
directory-entry: — G. W. A., Höltystr. 11, ✉ 21: [518, 636, 687, 650]
directory-entry: — Frau Hedwig, gepr. Masseurin, Langenkamp 24, ✉ 21: [852, 294, 1158, 324]
directory-entry: — Carl, Monteur, Schumannstr. 6, ✉ 21: [518, 1056, 745, 1070]
directory-entry: — Wwe., K., Eckernförderstr. 91, ✉ 4: [1183, 667, 1396, 681]
directory-entry: Martens, Rud., Kutscher, Worthdamm 23, ✉ 9: [187, 186, 450, 199]
directory-entry: — Wilh., Procurist, b. Gesundbrunnen 2, ✉ 25: [187, 885, 451, 899]
directory-entry: — Carl, Planist, Goebenstr. 16, ✉ 30: [518, 1103, 726, 1117]
directory-entry: — Rud., Milchhandl., Marienthalerstr. 56, ✉ 23: [187, 217, 458, 231]
directory-entry: Martischewski, Aug., Wirthsch., Marienstrasse 42, ✉ 3: [1183, 963, 1498, 977]
directory-entry: Martinsen siehe auch Martienssen: [1183, 730, 1382, 744]
directory-entry: — Martin, Joh., ⅟F* Leonhard Schmidt & Co., Brennerstr. 16, ✉ 5: [852, 481, 1112, 510]
directory-entry: — Wwe., G. A. W., Danielstr. 33, ✉ 1: [852, 1305, 1058, 1319]
directory-entry: — W., Gertigstr. 15, ✉ 21: [852, 901, 995, 915]
page-edge: [1545, 90, 1551, 2000]
directory-entry: ⊙ Carl G. Martin, ℍ, Centralheizungsartikel, Papenstr. 124, ✉ 23: [518, 1149, 831, 1179]
directory-entry: — Martin, Carl Gottfr., Maurermeister, BCto: Hansab., ☎ IV, 2051, Magdalenenstr. 23, ✉ 13. Siehe auch Geschäfts- und Berufszweige (III) unter: Grottenbau: [518, 1181, 831, 1226]
directory-entry: Martz, C., Comptoirist, Quickbornstr. 23, ✉ 30: [1183, 1072, 1449, 1086]
directory-entry: — H., Bureaugeh., Falkenried 80, ✉ 30: [852, 201, 1075, 215]
directory-entry: Marthaeus, F. W., Marktstr. 144, ✉ 6: [518, 232, 727, 246]
directory-entry: — Fr., Cig.-Hdlg., Amsinckstr. 26a, ✉ 1: [518, 1336, 741, 1350]
directory-entry: — J. G., Brieftr., Engl. Planke 6, ✉ 3: [852, 559, 1056, 573]
directory-entry: ⊙ H. Martienssen, ℍ, Exportagenturen, BCto: H. Fil. d. Dtsch. B., Bst: b, Pl. 1, ☎ I, 2891, Schopenstehl 5, No. 70, ✉ 1: [518, 667, 836, 713]
directory-entry: — F. F., Schuhm., Deichstr. 10, H. 2, ✉ 11: [518, 1383, 756, 1397]
directory-entry: ⊙ John Martini, ℍ, Agenturen, Wrangelstr. 103, ✉ 30: [852, 1445, 1156, 1459]
directory-entry: Martensen, A., Möbellackirer, Marienstrasse 20/22, ✉ 3: [187, 1258, 508, 1272]
directory-entry: — Wilh., Bismarckstr. 50, ✉ 19: [187, 870, 363, 884]
directory-entry: — W., Goebenstr. 10, H. 3, ✉ 30: [187, 543, 369, 557]
directory-entry: — H. Ch. W., Schneider, Bremerreihe 21, ✉ 5: [1183, 1398, 1441, 1412]
directory-entry: — Alfred, Drechsler, Brauerstr. 45, Mths., ✉ 8: [518, 807, 781, 821]
